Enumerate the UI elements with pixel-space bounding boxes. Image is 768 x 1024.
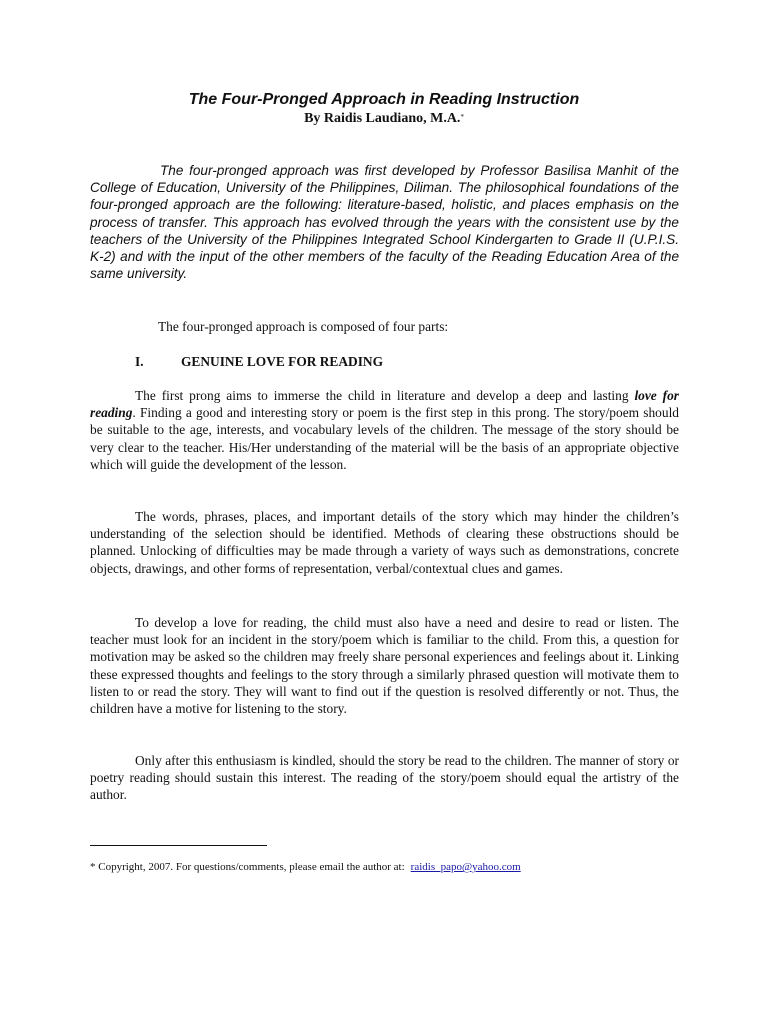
footnote-divider (90, 845, 267, 846)
paragraph-1-after: . Finding a good and interesting story or poem is the first step in this prong. The story/poem should be suitable to the age, interests, and vocabulary levels of the children. The message of the story should be very clear to the teacher. His/Her understanding of the material will be the basis of an appropriate objective which will guide the development of the lesson. (90, 405, 679, 472)
intro-paragraph: The four-pronged approach is composed of four parts: (158, 319, 449, 334)
abstract-paragraph: The four-pronged approach was first developed by Professor Basilisa Manhit of the College of Education, University of the Philippines, Diliman. The philosophical foundations of the four-pronged approach are the following: literature-based, holistic, and places emphasis on the process of transfer. This approach has evolved through the years with the consistent use by the teachers of the University of the Philippines Integrated School Kindergarten to Grade II (U.P.I.S. K-2) and with the input of the other members of the faculty of the Reading Education Area of the same university. (90, 163, 679, 282)
footnote-text: * Copyright, 2007. For questions/comments, please email the author at: (90, 861, 405, 873)
body-paragraph-4: Only after this enthusiasm is kindled, should the story be read to the children. The manner of story or poetry reading should sustain this interest. The reading of the story/poem should equal the artistry of the author. (90, 753, 679, 803)
author-byline (0, 110, 768, 128)
love-for-reading-emphasis: love for reading (90, 388, 679, 421)
section-number: I. (135, 354, 144, 369)
body-paragraph-3: To develop a love for reading, the child must also have a need and desire to read or listen. The teacher must look for an incident in the story/poem which is familiar to the child. From this, a question for motivation may be asked so the children may freely share personal experiences and feelings about it. Linking these expressed thoughts and feelings to the story through a similarly phrased question will motivate them to listen to or read the story. They will want to find out if the question is resolved differently or not. Thus, the children have a motive for listening to the story. (90, 615, 679, 717)
author-email-link[interactable]: raidis_papo@yahoo.com (410, 861, 521, 873)
body-paragraph-1 (90, 387, 679, 473)
footnote-marker: * (460, 113, 464, 121)
document-title: The Four-Pronged Approach in Reading Instruction (188, 91, 580, 108)
body-paragraph-2: The words, phrases, places, and important details of the story which may hinder the children’s understanding of the selection should be identified. Methods of clearing these obstructions should be planned. Unlocking of difficulties may be made through a variety of ways such as demonstrations, concrete objects, drawings, and other forms of representation, verbal/contextual clues and games. (90, 509, 679, 576)
author-name: By Raidis Laudiano, M.A. (304, 111, 461, 126)
paragraph-1-before: The first prong aims to immerse the child in literature and develop a deep and lasting (135, 388, 635, 403)
section-title: GENUINE LOVE FOR READING (181, 354, 383, 369)
section-heading (135, 353, 383, 370)
copyright-footnote (90, 860, 690, 874)
